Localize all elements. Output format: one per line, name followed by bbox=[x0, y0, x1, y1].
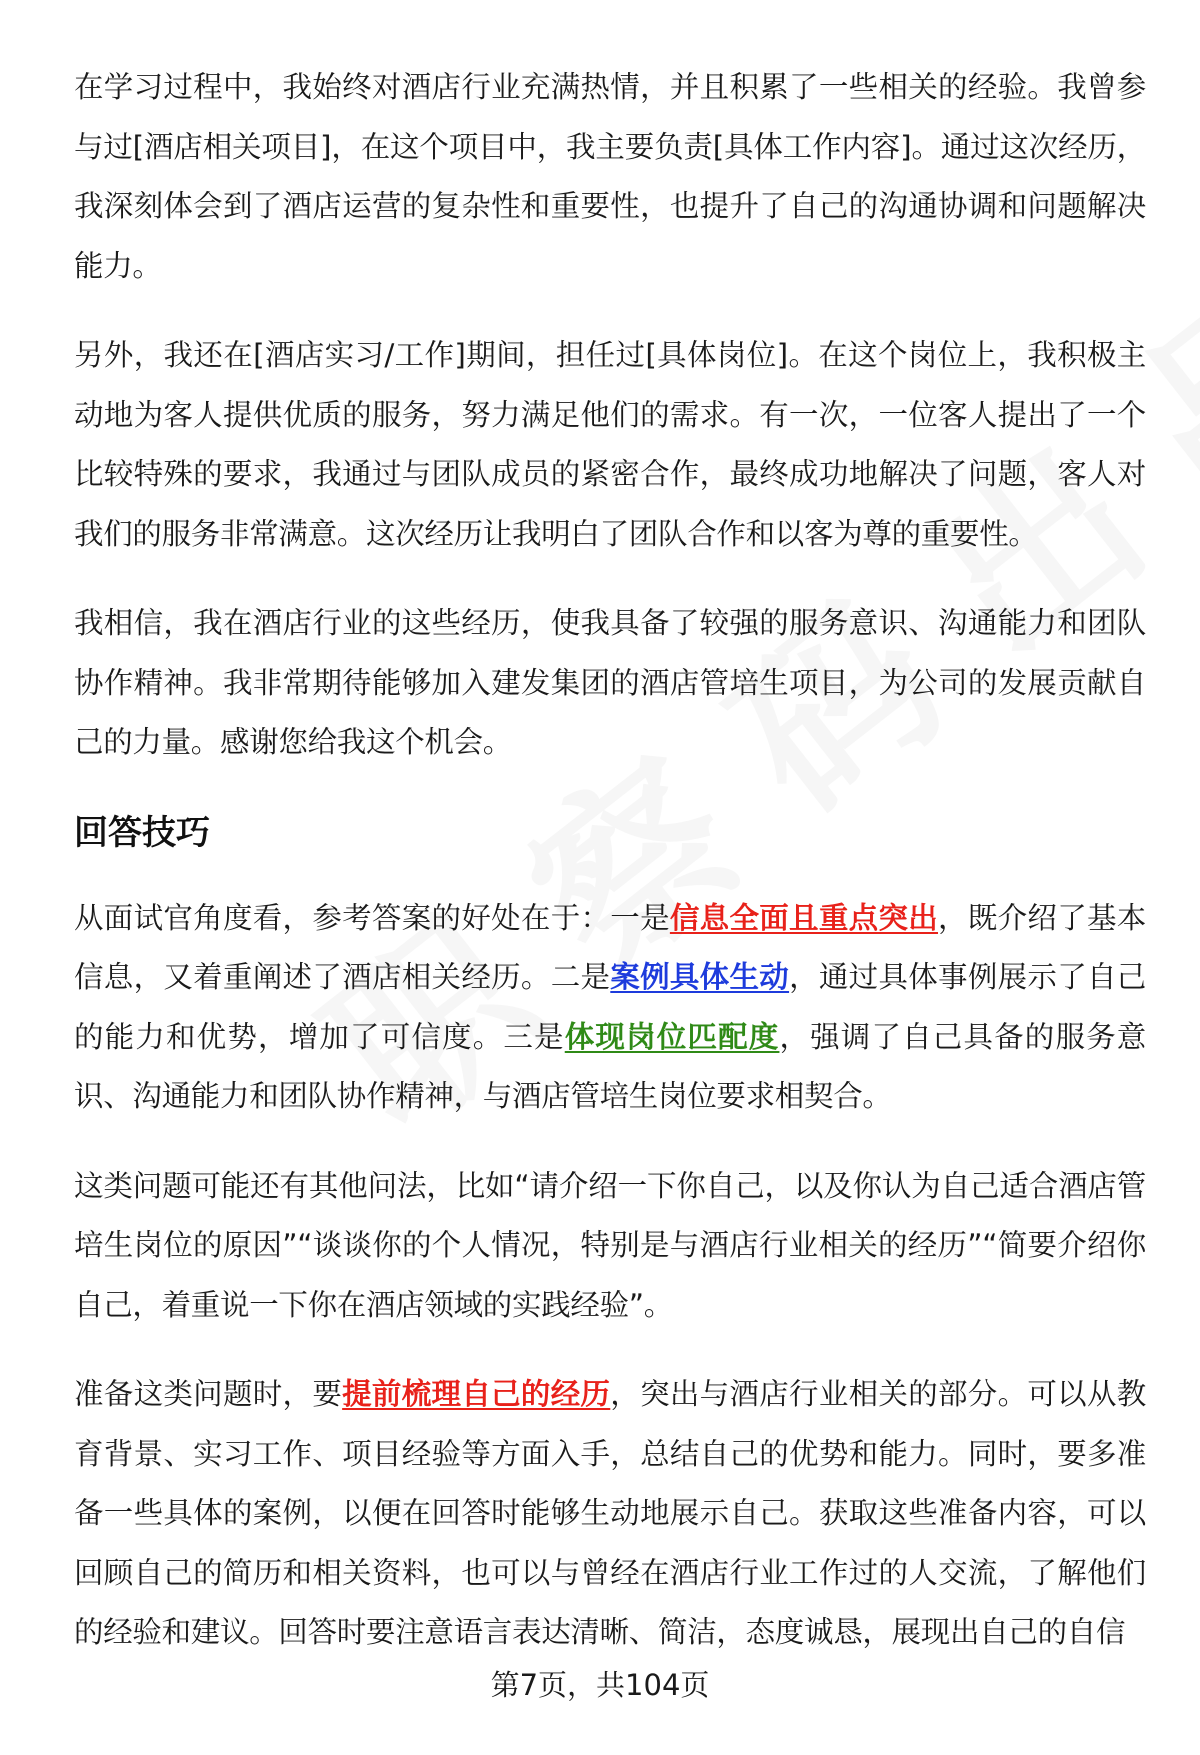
page-number-footer: 第7页，共104页 bbox=[490, 1668, 710, 1702]
text-segment: ，既介绍了基本信息，又着重阐述了酒店相关经历。二是 bbox=[74, 900, 1146, 994]
highlight-preparation-key: 提前梳理自己的经历 bbox=[342, 1377, 611, 1411]
highlight-key-point-1: 信息全面且重点突出 bbox=[669, 900, 939, 935]
text-segment: ，突出与酒店行业相关的部分。可以从教育背景、实习工作、项目经验等方面入手，总结自己的优势和能力。同时，要多准备一些具体的案例，以便在回答时能够生动地展示自己。获取这些准备内容，可以回顾自己的简历和相关资料，也可以与曾经在酒店行业工作过的人交流，了解他们的经验和建议。回答时要注意语言表达清晰、简洁，态度诚恳，展现出自己的自信 bbox=[74, 1377, 1146, 1649]
paragraph-conclusion: 我相信，我在酒店行业的这些经历，使我具备了较强的服务意识、沟通能力和团队协作精神。我非常期待能够加入建发集团的酒店管培生项目，为公司的发展贡献自己的力量。感谢您给我这个机会。 bbox=[74, 606, 1146, 759]
highlight-key-point-3: 体现岗位匹配度 bbox=[564, 1019, 780, 1054]
section-heading-answer-tips: 回答技巧 bbox=[74, 812, 210, 853]
paragraph-preparation-advice bbox=[74, 1365, 1146, 1663]
paragraph-internship-experience: 另外，我还在[酒店实习/工作]期间，担任过[具体岗位]。在这个岗位上，我积极主动地为客人提供优质的服务，努力满足他们的需求。有一次，一位客人提出了一个比较特殊的要求，我通过与团队成员的紧密合作，最终成功地解决了问题，客人对我们的服务非常满意。这次经历让我明白了团队合作和以客为尊的重要性。 bbox=[74, 338, 1146, 551]
paragraph-alternative-questions: 这类问题可能还有其他问法，比如“请介绍一下你自己，以及你认为自己适合酒店管培生岗位的原因”“谈谈你的个人情况，特别是与酒店行业相关的经历”“简要介绍你自己，着重说一下你在酒店领域的实践经验”。 bbox=[74, 1168, 1146, 1322]
text-segment: ，强调了自己具备的服务意识、沟通能力和团队协作精神，与酒店管培生岗位要求相契合。 bbox=[74, 1019, 1147, 1113]
paragraph-project-experience: 在学习过程中，我始终对酒店行业充满热情，并且积累了一些相关的经验。我曾参与过[酒店相关项目]，在这个项目中，我主要负责[具体工作内容]。通过这次经历，我深刻体会到了酒店运营的复杂性和重要性，也提升了自己的沟通协调和问题解决能力。 bbox=[74, 70, 1146, 283]
paragraph-interviewer-perspective bbox=[74, 889, 1146, 1127]
document-page bbox=[74, 58, 1146, 1693]
text-segment: 准备这类问题时，要 bbox=[74, 1377, 343, 1411]
highlight-key-point-2: 案例具体生动 bbox=[610, 960, 790, 994]
text-segment: ，通过具体事例展示了自己的能力和优势，增加了可信度。三是 bbox=[74, 960, 1146, 1054]
text-segment: 从面试官角度看，参考答案的好处在于：一是 bbox=[74, 900, 670, 935]
